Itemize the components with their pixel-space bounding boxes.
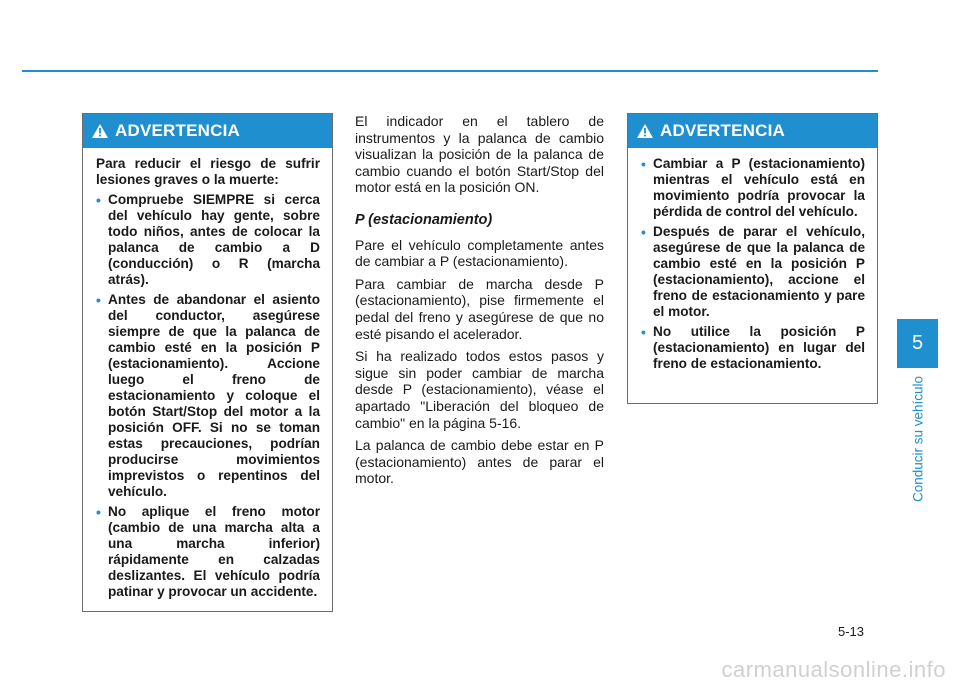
warning-box-left (82, 113, 333, 612)
bullet-icon: • (641, 224, 646, 240)
intro-paragraph: El indicador en el tablero de instrumentos y la palanca de cambio visualizan la posición de la palanca de cambio cuando el botón Start/Stop del motor está en la posición ON. (355, 113, 604, 196)
warning-triangle-icon (91, 123, 109, 139)
section-heading: P (estacionamiento) (355, 211, 493, 228)
body-paragraph: Pare el vehículo completamente antes de cambiar a P (estacionamiento). (355, 236, 604, 270)
warning-item (96, 504, 320, 600)
warning-list (96, 192, 320, 600)
warning-item-text: Antes de abandonar el asiento del conductor, asegúrese siempre de que la palanca de cambio esté en la posición P (estacionamiento). Accione luego el freno de estacionamiento y coloque el botón Start/Stop del motor a la posición OFF. Si no se toman estas precauciones, podrían producirse movimientos imprevistos o repentinos del vehículo. (108, 292, 320, 499)
warning-item-text: No aplique el freno motor (cambio de una marcha alta a una marcha inferior) rápidamente en calzadas deslizantes. El vehículo podría patinar y provocar un accidente. (108, 504, 320, 599)
warning-list (641, 156, 865, 372)
warning-item-text: Cambiar a P (estacionamiento) mientras el vehículo está en movimiento podría provocar la pérdida de control del vehículo. (653, 156, 865, 219)
main-text-column (355, 113, 604, 493)
warning-item (641, 224, 865, 320)
chapter-number-tab: 5 (897, 319, 938, 368)
warning-body (83, 148, 332, 600)
bullet-icon: • (96, 292, 101, 308)
bullet-icon: • (641, 156, 646, 172)
warning-item (96, 192, 320, 288)
warning-body (628, 148, 877, 372)
warning-item-text: Compruebe SIEMPRE si cerca del vehículo hay gente, sobre todo niños, antes de colocar la palanca de cambio a D (conducción) o R (marcha atrás). (108, 192, 320, 287)
page-number: 5-13 (838, 624, 865, 639)
chapter-label: Conducir su vehículo (910, 375, 926, 502)
warning-item (96, 292, 320, 500)
bullet-icon: • (96, 192, 101, 208)
bullet-icon: • (641, 324, 646, 340)
body-paragraph: Si ha realizado todos estos pasos y sigue sin poder cambiar de marcha desde P (estacionamiento), véase el apartado "Liberación del bloqueo de cambio" en la página 5-16. (355, 348, 604, 431)
warning-title: ADVERTENCIA (115, 121, 240, 140)
warning-triangle-icon (636, 123, 654, 139)
warning-item-text: Después de parar el vehículo, asegúrese de que la palanca de cambio esté en la posición P (estacionamiento), accione el freno de estacionamiento y pare el motor. (653, 224, 865, 319)
bullet-icon: • (96, 504, 101, 520)
warning-header (628, 114, 877, 148)
body-paragraph: Para cambiar de marcha desde P (estacionamiento), pise firmemente el pedal del freno y asegúrese de que no esté pisando el acelerador. (355, 275, 604, 342)
warning-box-right (627, 113, 878, 404)
warning-title: ADVERTENCIA (660, 121, 785, 140)
top-divider (22, 70, 878, 72)
warning-item (641, 324, 865, 372)
body-paragraph: La palanca de cambio debe estar en P (estacionamiento) antes de parar el motor. (355, 437, 604, 487)
warning-header (83, 114, 332, 148)
warning-item (641, 156, 865, 220)
warning-intro: Para reducir el riesgo de sufrir lesiones graves o la muerte: (96, 156, 320, 187)
warning-item-text: No utilice la posición P (estacionamiento) en lugar del freno de estacionamiento. (653, 324, 865, 371)
watermark: carmanualsonline.info (721, 657, 946, 682)
